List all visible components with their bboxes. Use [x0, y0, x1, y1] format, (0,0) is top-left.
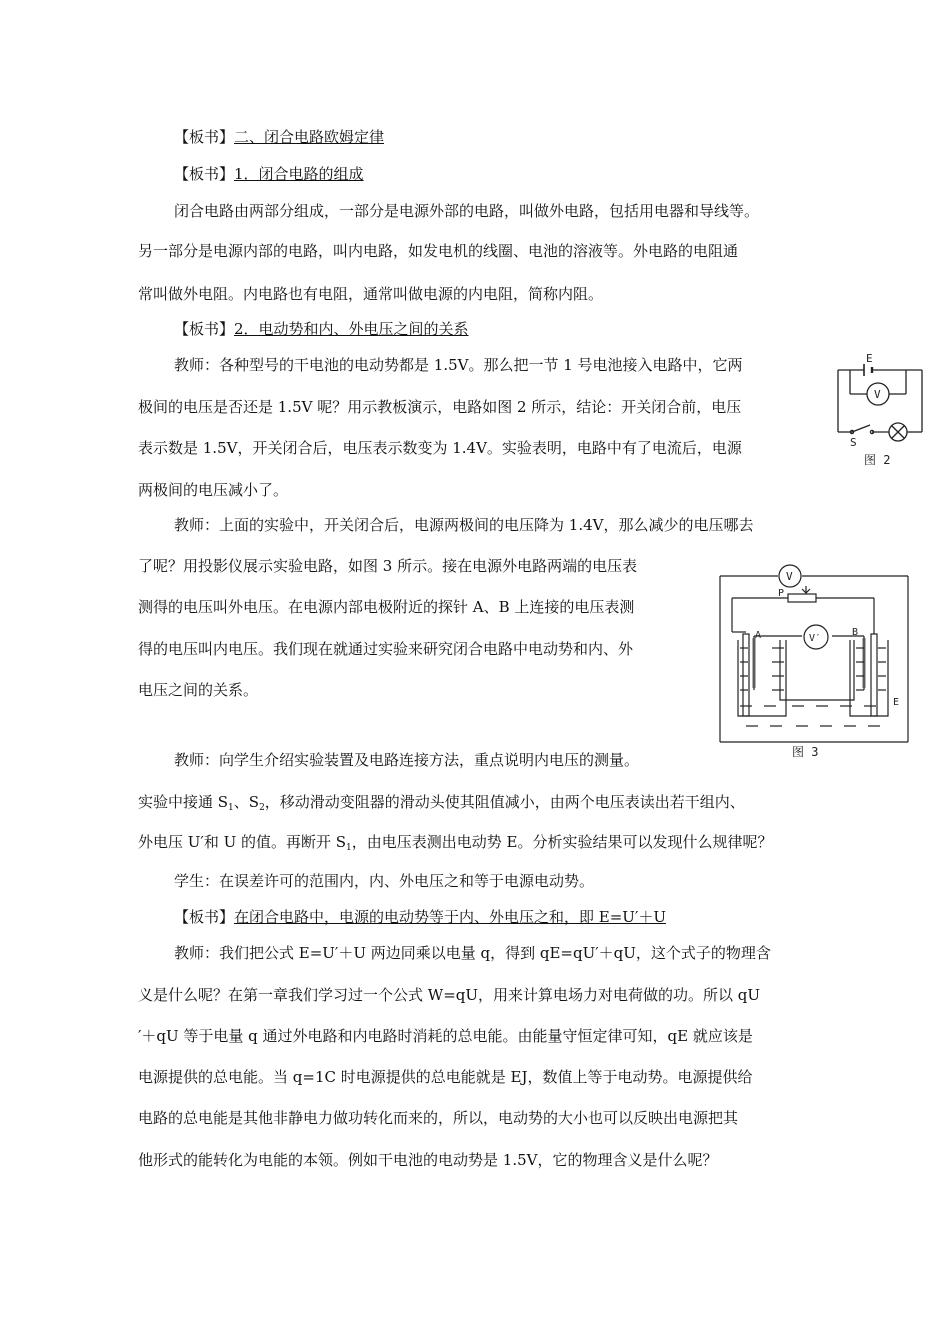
- paragraph-line: ′＋qU 等于电量 q 通过外电路和内电路时消耗的总电能。由能量守恒定律可知，qE 就应该是: [138, 1027, 753, 1045]
- figure-2-circuit: [828, 350, 932, 472]
- paragraph-line: 外电压 U′和 U 的值。再断开 $S_1$，由电压表测出电动势 E。分析实验结果可以发现什么规律呢？: [138, 833, 773, 853]
- figure-3-circuit: [712, 560, 914, 758]
- section-heading: [174, 319, 469, 339]
- section-heading: [174, 127, 384, 147]
- source-label: E: [893, 697, 900, 708]
- paragraph-line: 实验中接通 $S_1$、$S_2$，移动滑动变阻器的滑动头使其阻值减小，由两个电压表读出若干组内、: [138, 793, 745, 813]
- paragraph-line: 他形式的能转化为电能的本领。例如干电池的电动势是 1.5V，它的物理含义是什么呢？: [138, 1151, 718, 1169]
- switch-label: S: [850, 436, 857, 449]
- section-title: 1．闭合电路的组成: [234, 165, 364, 183]
- section-title: 二、闭合电路欧姆定律: [234, 128, 385, 146]
- section-heading: [174, 907, 666, 927]
- slider-label: P: [778, 588, 785, 599]
- voltmeter-label: V: [874, 388, 881, 401]
- section-heading: [174, 164, 364, 184]
- paragraph-line: 了呢？用投影仪展示实验电路，如图 3 所示。接在电源外电路两端的电压表: [138, 557, 638, 575]
- paragraph-line: 义是什么呢？在第一章我们学习过一个公式 W=qU，用来计算电场力对电荷做的功。所以 qU: [138, 986, 761, 1004]
- paragraph-line: 另一部分是电源内部的电路，叫内电路，如发电机的线圈、电池的溶液等。外电路的电阻通: [138, 242, 739, 260]
- board-tag: 【板书】: [174, 320, 235, 338]
- probe-b-label: B: [852, 627, 859, 638]
- paragraph-line: 电源提供的总电能。当 q=1C 时电源提供的总电能就是 EJ，数值上等于电动势。电源提供给: [138, 1068, 753, 1086]
- paragraph-line: 教师：各种型号的干电池的电动势都是 1.5V。那么把一节 1 号电池接入电路中，它两: [174, 356, 743, 374]
- paragraph-line: 教师：上面的实验中，开关闭合后，电源两极间的电压降为 1.4V，那么减少的电压哪去: [174, 516, 754, 534]
- figure-caption: 图 2: [864, 453, 891, 467]
- paragraph-line: 电路的总电能是其他非静电力做功转化而来的，所以，电动势的大小也可以反映出电源把其: [138, 1109, 739, 1127]
- probe-a-label: A: [755, 630, 762, 641]
- paragraph-line: 极间的电压是否还是 1.5V 呢？用示教板演示，电路如图 2 所示，结论：开关闭合前，电压: [138, 398, 742, 416]
- board-tag: 【板书】: [174, 908, 235, 926]
- battery-label: E: [866, 352, 873, 365]
- paragraph-line: 教师：向学生介绍实验装置及电路连接方法，重点说明内电压的测量。: [174, 751, 640, 769]
- section-title: 2．电动势和内、外电压之间的关系: [234, 320, 469, 338]
- student-answer: 学生：在误差许可的范围内，内、外电压之和等于电源电动势。: [174, 872, 595, 890]
- paragraph-line: 测得的电压叫外电压。在电源内部电极附近的探针 A、B 上连接的电压表测: [138, 598, 635, 616]
- paragraph-line: 电压之间的关系。: [138, 681, 259, 699]
- paragraph-line: 常叫做外电阻。内电路也有电阻，通常叫做电源的内电阻，简称内阻。: [138, 285, 604, 303]
- outer-voltmeter-label: V: [786, 570, 793, 583]
- board-tag: 【板书】: [174, 128, 235, 146]
- paragraph-line: 两极间的电压减小了。: [138, 481, 289, 499]
- paragraph-line: 教师：我们把公式 E=U′＋U 两边同乘以电量 q，得到 qE=qU′＋qU，这个式子的物理含: [174, 944, 771, 962]
- board-tag: 【板书】: [174, 165, 235, 183]
- paragraph-line: 得的电压叫内电压。我们现在就通过实验来研究闭合电路中电动势和内、外: [138, 640, 634, 658]
- inner-voltmeter-label: V′: [809, 633, 822, 644]
- paragraph-line: 表示数是 1.5V，开关闭合后，电压表示数变为 1.4V。实验表明，电路中有了电流后，电源: [138, 439, 742, 457]
- section-title: 在闭合电路中，电源的电动势等于内、外电压之和，即 E=U′＋U: [234, 908, 666, 926]
- figure-caption: 图 3: [792, 745, 819, 758]
- paragraph-line: 闭合电路由两部分组成，一部分是电源外部的电路，叫做外电路，包括用电器和导线等。: [174, 202, 760, 220]
